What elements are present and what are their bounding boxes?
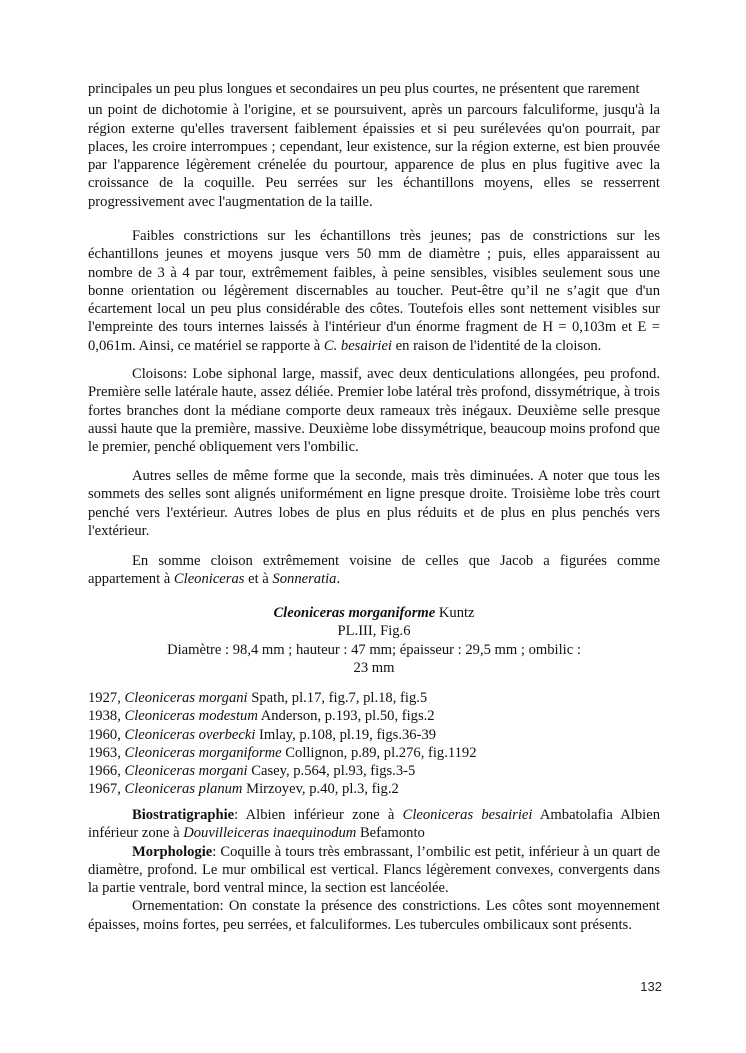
synonymy-entry: 1966, Cleoniceras morgani Casey, p.564, pl.93, figs.3-5	[88, 763, 416, 780]
somme-end: .	[336, 571, 341, 588]
genus-sonneratia: Sonneratia	[272, 571, 337, 588]
plate-reference: PL.III, Fig.6	[337, 623, 411, 640]
species-title: Cleoniceras morganiforme	[273, 605, 436, 621]
page-number: 132	[640, 979, 662, 994]
synonymy-list	[88, 689, 660, 799]
intro-rest: un point de dichotomie à l'origine, et se poursuivent, après un parcours falculiforme, jusqu'à la région externe qu'elles traversent faiblement épaissies et si peu surélevées qu'on pourrait, par places, les croire interrompues ; cependant, leur existence, sur la région externe, est bien prouvée par l'apparence légèrement crénelée du pourtour, apparence de plus en plus fugitive avec la croissance de la coquille. Peu serrées sur les échantillons moyens, elles se resserrent progressivement avec l'augmentation de la taille.	[88, 102, 660, 210]
constrictions-paragraph	[88, 227, 660, 355]
constrictions-end: en raison de l'identité de la cloison.	[395, 337, 602, 354]
synonymy-entry: 1938, Cleoniceras modestum Anderson, p.193, pl.50, figs.2	[88, 708, 435, 725]
species-author: Kuntz	[438, 605, 475, 621]
genus-cleoniceras: Cleoniceras	[173, 571, 245, 588]
species-name: C. besairiei	[323, 337, 392, 354]
autres-paragraph	[88, 467, 660, 540]
morphologie-label: Morphologie	[132, 843, 213, 860]
somme-conj: et à	[248, 571, 269, 588]
synonymy-entry: 1963, Cleoniceras morganiforme Collignon, p.89, pl.276, fig.1192	[88, 744, 477, 761]
synonymy-entry: 1967, Cleoniceras planum Mirzoyev, p.40, pl.3, fig.2	[88, 781, 399, 798]
species-header	[88, 604, 660, 677]
biostratigraphie-paragraph: Biostratigraphie: Albien inférieur zone à Cleoniceras besairiei Ambatolafia Albien inférieur zone à Douvilleiceras inaequinodum Befamonto	[88, 807, 660, 842]
ornementation-paragraph: Ornementation: On constate la présence des constrictions. Les côtes sont moyennement épaisses, moins fortes, peu serrées, et falculiformes. Les tubercules ombilicaux sont présents.	[88, 898, 660, 933]
cloisons-text: Cloisons: Lobe siphonal large, massif, avec deux denticulations allongées, peu profond. Première selle latérale haute, assez déliée. Premier lobe latéral très profond, dissymétrique, à trois fortes branches dont la médiane comporte deux rameaux très inégaux. Deuxième selle presque aussi haute que la première, massive. Deuxième lobe dissymétrique, beaucoup moins profond que le premier, penché obliquement vers l'ombilic.	[88, 366, 660, 456]
intro-first-line: principales un peu plus longues et secondaires un peu plus courtes, ne présentent que rarement	[88, 81, 640, 97]
cloisons-paragraph	[88, 365, 660, 456]
constrictions-text: Faibles constrictions sur les échantillons très jeunes; pas de constrictions sur les échantillons jeunes et moyens jusque vers 50 mm de diamètre ; puis, elles apparaissent au nombre de 3 à 4 par tour, extrêmement faibles, à peine sensibles, visibles seulement sous une bonne orientation ou légèrement discernables au toucher. Peut-être qu’il ne s’agit que d'un écartement local un peu plus considérable des côtes. Toutefois elles sont nettement visibles sur l'empreinte des tours internes laissés à l'intérieur d'un énorme fragment de H = 0,103m et E = 0,061m. Ainsi, ce matériel se rapporte à	[88, 228, 660, 354]
intro-paragraph	[88, 80, 660, 211]
dimensions-end: 23 mm	[353, 659, 395, 676]
synonymy-entry: 1927, Cleoniceras morgani Spath, pl.17, fig.7, pl.18, fig.5	[88, 690, 428, 706]
somme-paragraph	[88, 552, 660, 589]
synonymy-entry: 1960, Cleoniceras overbecki Imlay, p.108, pl.19, figs.36-39	[88, 726, 437, 743]
somme-text: En somme cloison extrêmement voisine de celles que Jacob a figurées comme appartement à	[88, 553, 660, 588]
description-section	[88, 806, 660, 934]
dimensions-line: Diamètre : 98,4 mm ; hauteur : 47 mm; épaisseur : 29,5 mm ; ombilic :	[167, 641, 581, 658]
autres-text: Autres selles de même forme que la seconde, mais très diminuées. A noter que tous les sommets des selles sont alignés uniformément en ligne presque droite. Troisième lobe très court penché vers l'extérieur. Autres lobes de plus en plus réduits et de plus en plus penchés vers l'extérieur.	[88, 468, 660, 539]
biostratigraphie-label: Biostratigraphie	[132, 807, 235, 823]
morphologie-paragraph: Morphologie: Coquille à tours très embrassant, l’ombilic est petit, inférieur à un quart de diamètre, profond. Le mur ombilical est vertical. Flancs légèrement convexes, convergents dans la partie ventrale, bord ventral mince, la section est lancéolée.	[88, 843, 660, 897]
